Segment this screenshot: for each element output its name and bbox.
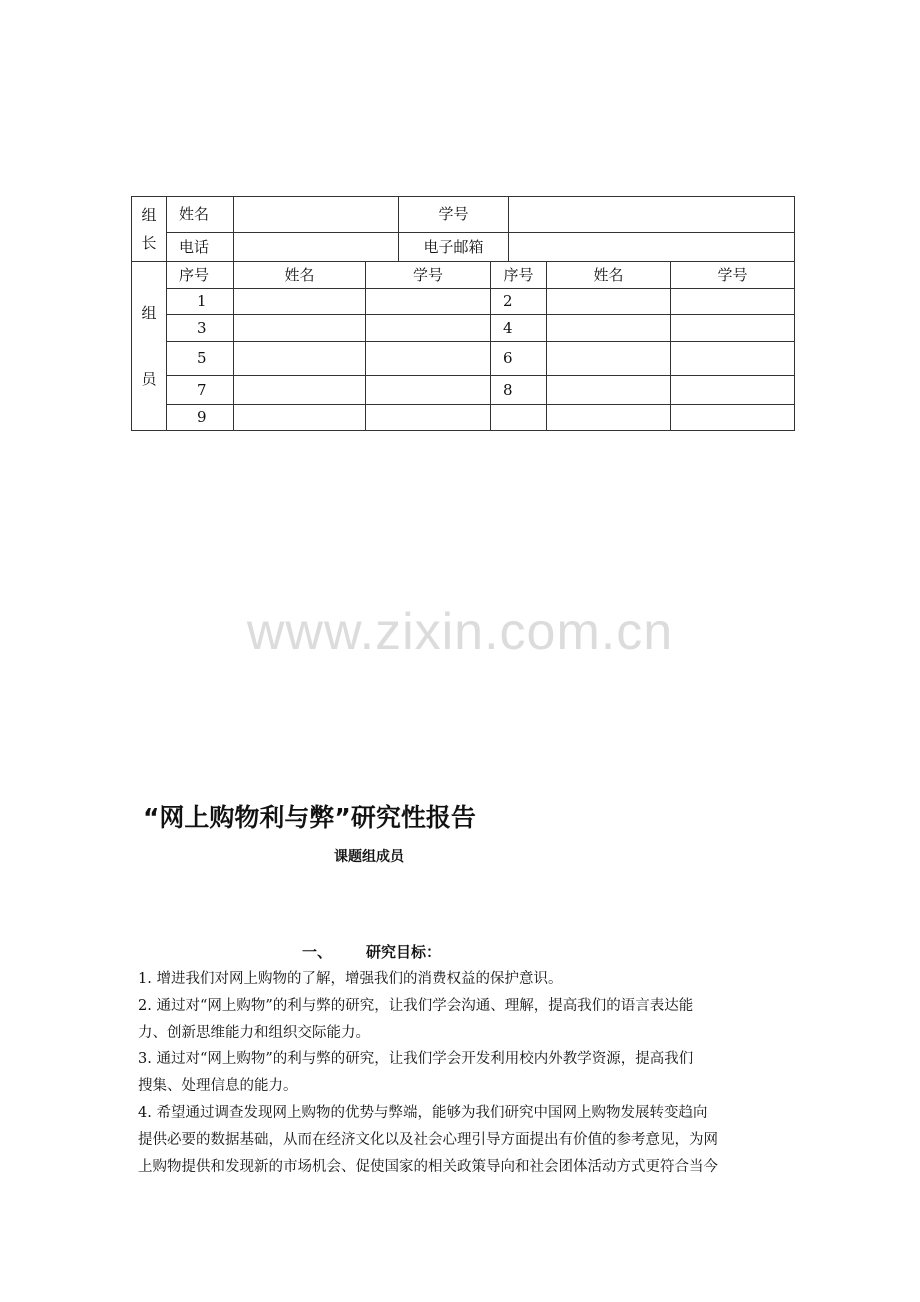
leader-phone-field[interactable] bbox=[234, 233, 399, 262]
body-line: 提供必要的数据基础，从而在经济文化以及社会心理引导方面提出有价值的参考意见，为网 bbox=[138, 1131, 718, 1148]
member-left-name-field[interactable] bbox=[234, 342, 366, 376]
header-right-id: 学号 bbox=[671, 262, 795, 289]
body-line: 1. 增进我们对网上购物的了解，增强我们的消费权益的保护意识。 bbox=[138, 971, 563, 987]
member-row bbox=[132, 342, 795, 376]
leader-name-label: 姓名 bbox=[167, 197, 234, 233]
header-right-no: 序号 bbox=[491, 262, 547, 289]
leader-email-field[interactable] bbox=[509, 233, 795, 262]
member-right-no: 8 bbox=[491, 376, 547, 405]
member-right-name-field[interactable] bbox=[547, 342, 671, 376]
member-left-no: 1 bbox=[167, 289, 234, 315]
member-right-id-field[interactable] bbox=[671, 315, 795, 342]
member-left-id-field[interactable] bbox=[366, 315, 491, 342]
body-line: 2. 通过对“网上购物”的利与弊的研究，让我们学会沟通、理解，提高我们的语言表达能 bbox=[138, 997, 694, 1014]
member-right-name-field[interactable] bbox=[547, 376, 671, 405]
member-row bbox=[132, 376, 795, 405]
member-row bbox=[132, 405, 795, 431]
member-right-no: 6 bbox=[491, 342, 547, 376]
member-left-name-field[interactable] bbox=[234, 315, 366, 342]
member-right-no: 4 bbox=[491, 315, 547, 342]
leader-side-label bbox=[132, 197, 167, 262]
leader-email-label: 电子邮箱 bbox=[399, 233, 509, 262]
body-line: 搜集、处理信息的能力。 bbox=[138, 1078, 298, 1095]
member-right-name-field[interactable] bbox=[547, 315, 671, 342]
header-left-no: 序号 bbox=[167, 262, 234, 289]
member-right-name-field[interactable] bbox=[547, 289, 671, 315]
member-left-no: 9 bbox=[167, 405, 234, 431]
body-line: 上购物提供和发现新的市场机会、促使国家的相关政策导向和社会团体活动方式更符合当今 bbox=[138, 1158, 718, 1175]
leader-id-label: 学号 bbox=[399, 197, 509, 233]
member-left-name-field[interactable] bbox=[234, 376, 366, 405]
section-number: 一、 bbox=[302, 943, 333, 961]
body-text bbox=[138, 966, 786, 1180]
member-right-name-field[interactable] bbox=[547, 405, 671, 431]
leader-name-field[interactable] bbox=[234, 197, 399, 233]
member-right-no bbox=[491, 405, 547, 431]
member-left-no: 5 bbox=[167, 342, 234, 376]
body-line: 3. 通过对“网上购物”的利与弊的研究，让我们学会开发利用校内外教学资源，提高我们 bbox=[138, 1051, 694, 1068]
members-side-char-2: 员 bbox=[141, 370, 157, 388]
member-right-id-field[interactable] bbox=[671, 405, 795, 431]
members-header-row bbox=[132, 262, 795, 289]
member-left-id-field[interactable] bbox=[366, 376, 491, 405]
member-right-id-field[interactable] bbox=[671, 342, 795, 376]
watermark: www.zixin.com.cn bbox=[246, 603, 674, 661]
leader-side-char-1: 组 bbox=[141, 206, 157, 224]
leader-phone-label: 电话 bbox=[167, 233, 234, 262]
leader-table bbox=[131, 196, 795, 262]
member-left-no: 7 bbox=[167, 376, 234, 405]
header-left-id: 学号 bbox=[366, 262, 491, 289]
member-row bbox=[132, 315, 795, 342]
header-left-name: 姓名 bbox=[234, 262, 366, 289]
section-heading bbox=[302, 941, 441, 962]
member-right-no: 2 bbox=[491, 289, 547, 315]
member-left-id-field[interactable] bbox=[366, 405, 491, 431]
member-left-id-field[interactable] bbox=[366, 289, 491, 315]
members-side-label bbox=[132, 262, 167, 431]
members-table bbox=[131, 261, 795, 431]
member-left-no: 3 bbox=[167, 315, 234, 342]
report-subtitle: 课题组成员 bbox=[334, 849, 404, 865]
members-side-char-1: 组 bbox=[141, 304, 157, 322]
member-left-id-field[interactable] bbox=[366, 342, 491, 376]
leader-id-field[interactable] bbox=[509, 197, 795, 233]
report-title: “网上购物利与弊”研究性报告 bbox=[143, 803, 476, 832]
member-left-name-field[interactable] bbox=[234, 405, 366, 431]
body-line: 4. 希望通过调查发现网上购物的优势与弊端，能够为我们研究中国网上购物发展转变趋向 bbox=[138, 1104, 708, 1121]
member-left-name-field[interactable] bbox=[234, 289, 366, 315]
leader-side-char-2: 长 bbox=[141, 234, 157, 252]
member-right-id-field[interactable] bbox=[671, 376, 795, 405]
body-line: 力、创新思维能力和组织交际能力。 bbox=[138, 1024, 370, 1041]
member-row bbox=[132, 289, 795, 315]
member-right-id-field[interactable] bbox=[671, 289, 795, 315]
header-right-name: 姓名 bbox=[547, 262, 671, 289]
section-heading-text: 研究目标： bbox=[366, 943, 442, 961]
